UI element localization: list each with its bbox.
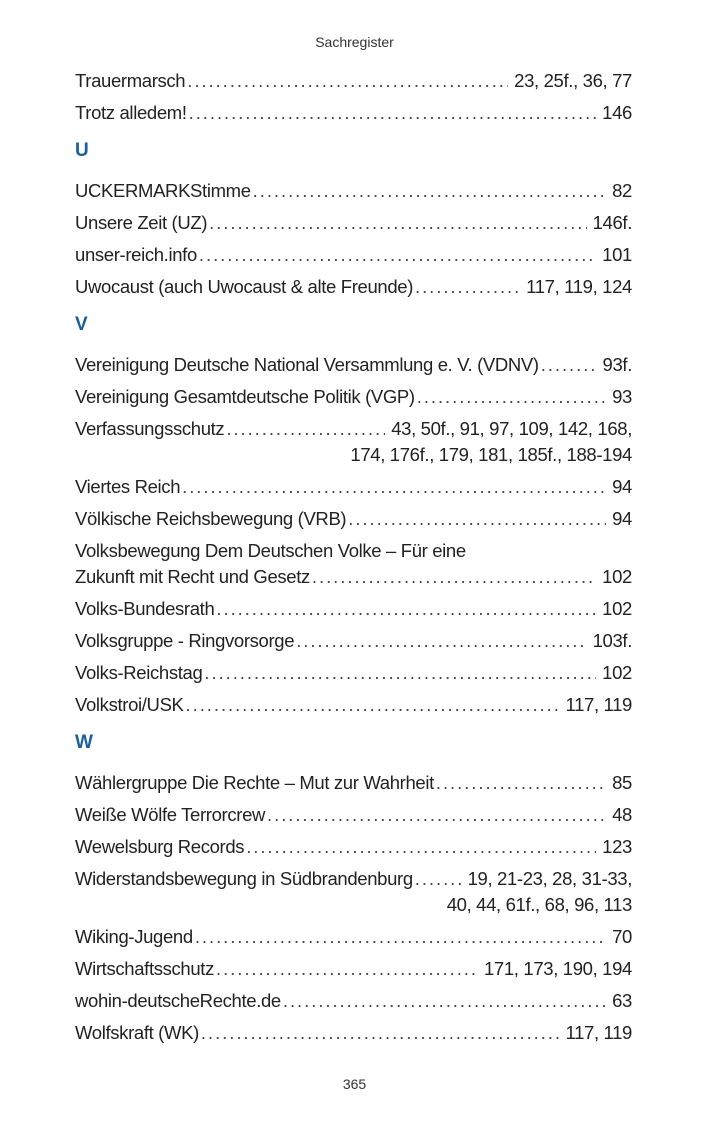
entry-term: Wolfskraft (WK) [75,1022,199,1043]
dot-leader [216,596,596,622]
dot-leader [189,100,597,126]
index-entry [75,274,632,300]
entry-pages: 146f. [592,212,632,233]
entry-pages: 85 [612,772,632,793]
dot-leader [195,924,606,950]
index-entry [75,770,632,796]
entry-pages: 93 [612,386,632,407]
entry-term: Wirtschaftsschutz [75,958,214,979]
entry-term-continued: Zukunft mit Recht und Gesetz [75,566,310,587]
dot-leader [253,178,606,204]
index-entry [75,384,632,410]
dot-leader [209,210,586,236]
entry-term: Volksgruppe - Ringvorsorge [75,630,295,651]
entry-pages: 19, 21-23, 28, 31-33, [467,868,632,889]
entry-term: Völkische Reichsbewegung (VRB) [75,508,347,529]
entry-term: Volkstroi/USK [75,694,184,715]
dot-leader [436,770,606,796]
entry-pages: 93f. [602,354,632,375]
entry-pages: 70 [612,926,632,947]
entry-term: UCKERMARKStimme [75,180,251,201]
running-head: Sachregister [315,34,394,50]
index-content [75,68,632,1052]
index-entry [75,660,632,686]
entry-term: Wiking-Jugend [75,926,193,947]
page-number: 365 [342,1076,367,1092]
dot-leader [267,802,606,828]
section-letter-v: V [75,314,88,335]
entry-pages: 171, 173, 190, 194 [483,958,632,979]
dot-leader [226,416,385,442]
entry-pages: 146 [602,102,632,123]
index-entry [75,866,632,918]
entry-term: Wählergruppe Die Rechte – Mut zur Wahrheit [75,772,434,793]
entry-term: Verfassungsschutz [75,418,225,439]
entry-pages: 102 [602,662,632,683]
index-entry [75,242,632,268]
index-entry [75,834,632,860]
dot-leader [199,242,596,268]
dot-leader [417,384,606,410]
index-entry [75,988,632,1014]
index-entry [75,692,632,718]
index-entry [75,352,632,378]
entry-pages: 123 [602,836,632,857]
dot-leader [415,274,520,300]
entry-term: unser-reich.info [75,244,197,265]
entry-pages: 94 [612,476,632,497]
dot-leader [246,834,596,860]
entry-term: Volks-Reichstag [75,662,203,683]
index-entry [75,506,632,532]
entry-pages: 48 [612,804,632,825]
index-entry [75,956,632,982]
entry-term: wohin-deutscheRechte.de [75,990,281,1011]
entry-term: Viertes Reich [75,476,181,497]
entry-term: Vereinigung Gesamtdeutsche Politik (VGP) [75,386,415,407]
entry-pages: 23, 25f., 36, 77 [514,70,632,91]
dot-leader [182,474,606,500]
entry-line [75,866,632,892]
entry-term: Trauermarsch [75,70,186,91]
entry-term: Unsere Zeit (UZ) [75,212,208,233]
dot-leader [541,352,597,378]
entry-pages-continued: 40, 44, 61f., 68, 96, 113 [446,894,632,915]
index-entry [75,178,632,204]
entry-term: Volksbewegung Dem Deutschen Volke – Für eine [75,540,466,561]
index-entry [75,1020,632,1046]
entry-pages: 117, 119, 124 [526,276,632,297]
entry-term: Trotz alledem! [75,102,187,123]
dot-leader [204,660,596,686]
entry-pages: 102 [602,566,632,587]
entry-pages: 117, 119 [565,694,632,715]
entry-term: Uwocaust (auch Uwocaust & alte Freunde) [75,276,414,297]
entry-term: Vereinigung Deutsche National Versammlung e. V. (VDNV) [75,354,539,375]
entry-pages: 101 [602,244,632,265]
dot-leader [187,68,508,94]
entry-pages: 82 [612,180,632,201]
index-entry [75,596,632,622]
dot-leader [348,506,606,532]
entry-pages: 94 [612,508,632,529]
index-entry [75,628,632,654]
entry-pages: 63 [612,990,632,1011]
entry-term: Widerstandsbewegung in Südbrandenburg [75,868,413,889]
dot-leader [216,956,478,982]
index-entry [75,68,632,94]
section-letter-w: W [75,732,93,753]
entry-line [75,564,632,590]
index-entry [75,416,632,468]
index-entry [75,474,632,500]
index-entry [75,802,632,828]
index-entry [75,210,632,236]
index-entry [75,100,632,126]
entry-line [75,416,632,442]
entry-pages: 43, 50f., 91, 97, 109, 142, 168, [391,418,632,439]
entry-pages: 117, 119 [565,1022,632,1043]
entry-pages: 102 [602,598,632,619]
dot-leader [296,628,586,654]
index-entry [75,538,632,590]
entry-term: Wewelsburg Records [75,836,245,857]
dot-leader [283,988,606,1014]
dot-leader [415,866,462,892]
dot-leader [312,564,596,590]
entry-pages-continued: 174, 176f., 179, 181, 185f., 188-194 [350,444,632,465]
entry-term: Volks-Bundesrath [75,598,215,619]
dot-leader [186,692,560,718]
index-entry [75,924,632,950]
section-letter-u: U [75,140,89,161]
entry-pages: 103f. [592,630,632,651]
dot-leader [201,1020,560,1046]
entry-term: Weiße Wölfe Terrorcrew [75,804,266,825]
